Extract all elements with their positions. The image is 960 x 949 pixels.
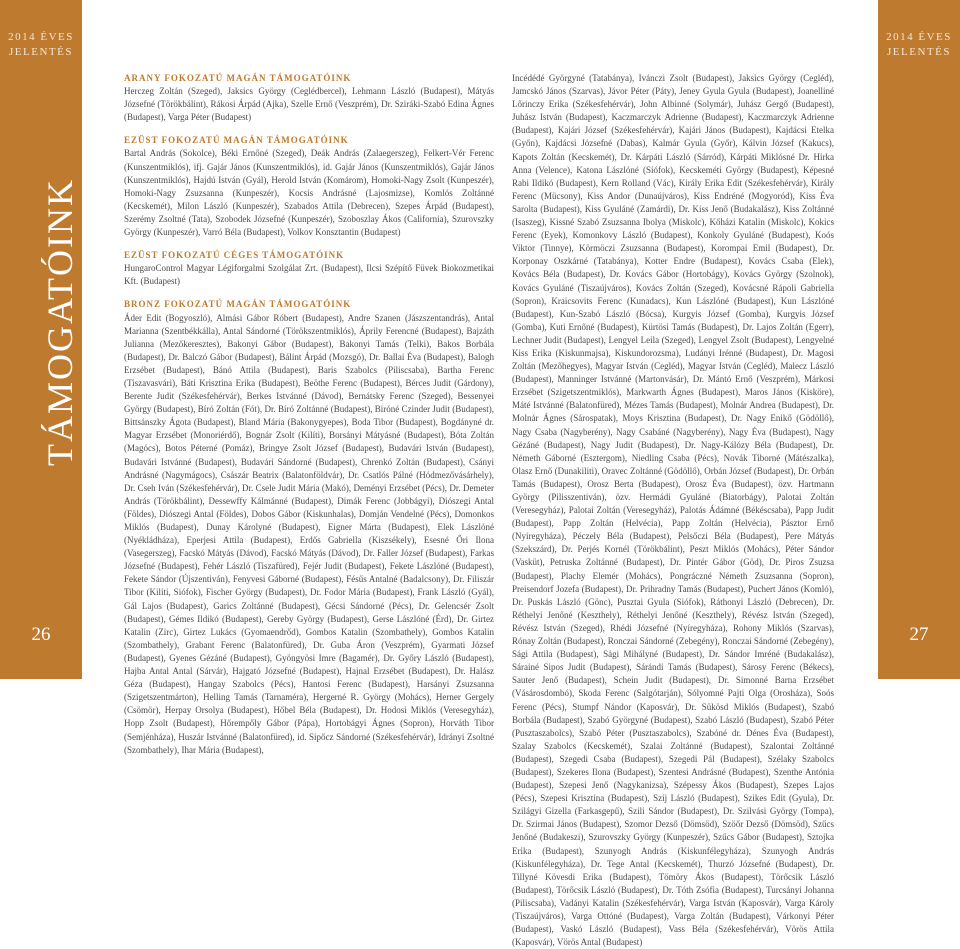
silver-private-supporters xyxy=(124,134,494,239)
section-title-vertical: TÁMOGATÓINK xyxy=(40,178,80,466)
left-side-band xyxy=(0,0,82,679)
report-year-line1: 2014 ÉVES xyxy=(8,31,74,43)
left-page-content xyxy=(124,72,494,767)
section-heading: EZÜST FOKOZATÚ CÉGES TÁMOGATÓINK xyxy=(124,250,345,261)
section-body: HungaroControl Magyar Légiforgalmi Szolgálat Zrt. (Budapest), Ilcsi Szépítő Füvek Biokozmetikai Kft. (Budapest) xyxy=(124,263,494,287)
report-year-label xyxy=(0,30,82,60)
report-year-label-right xyxy=(878,30,960,60)
section-heading: BRONZ FOKOZATÚ MAGÁN TÁMOGATÓINK xyxy=(124,299,352,310)
section-body: Herczeg Zoltán (Szeged), Jaksics György (Ceglédbercel), Lehmann László (Budapest), Mátyás Józsefné (Törökbálint), Rákosi Árpád (Ajka), Szelle Ernő (Veszprém), Dr. Sziráki-Szabó Edina Ágnes (Budapest), Varga Péter (Budapest) xyxy=(124,86,494,123)
section-body: Áder Edit (Bogyoszló), Almási Gábor Róbert (Budapest), Andre Szanen (Jászszentandrás), Antal Marianna (Szentbékkálla), Antal Sándorné (Törökszentmiklós), Áprily Ferencné (Budapest), Bajzáth Julianna (Mezőkeresztes), Bakonyi Gábor (Budapest), Bakonyi Tamás (Telki), Bakos Borbála (Budapest), Dr. Balczó Gábor (Budapest), Bálint Árpád (Mozsgó), Dr. Ballai Éva (Budapest), Balogh Erzsébet (Budapest), Bánó Attila (Budapest), Baris Szabolcs (Piliscsaba), Bartha Ferenc (Tiszavasvári), Báti Krisztina Erika (Budapest), Beöthe Ferenc (Budapest), Bérces Judit (Gárdony), Berente Judit (Székesfehérvár), Berkes Istvánné (Dávod), Bernátsky Ferenc (Szeged), Bessenyei György (Budapest), Bíró Zoltán (Fót), Dr. Bíró Zoltánné (Budapest), Biróné Czinder Judit (Budapest), Bittsánszky Ágota (Budapest), Bland Mária (Bakonygyepes), Boda Tibor (Budapest), Bogdányné dr. Magyar Erzsébet (Monoriérdő), Bognár Zsolt (Kilíti), Borsányi Mátyásné (Budapest), Bóta Zoltán (Magócs), Botos Péterné (Pomáz), Bringye Zsolt József (Budapest), Budavári István (Budapest), Budavári Istvánné (Budapest), Budavári Sándorné (Budapest), Chrenkó Zoltán (Budapest), Csányi Andrásné (Nagymágocs), Császár Beatrix (Balatonföldvár), Dr. Csatlós Pálné (Hódmezővásárhely), Dr. Cseh Iván (Székesfehérvár), Dr. Csele Judit Mária (Makó), Deményi Erzsébet (Pécs), Dr. Demeter András (Törökbálint), Dessewffy Kálmánné (Budapest), Dimák Ferenc (Jobbágyi), Diószegi Antal (Földes), Diószegi Antal (Földes), Dobos Gábor (Kiskunhalas), Domján Vendelné (Pécs), Domonkos Miklós (Budapest), Dunay Károlyné (Budapest), Eigner Márta (Budapest), Elek Lászlóné (Nyékládháza), Eperjesi Attila (Budapest), Erdős Gabriella (Kiszsékely), Esesné Őri Ilona (Vasegerszeg), Facskó Mátyás (Dávod), Facskó Mátyás (Dávod), Dr. Faller József (Budapest), Farkas Józsefné (Budapest), Fehér László (Tiszafüred), Fejér Judit (Budapest), Fekete Lászlóné (Budapest), Fekete Sándor (Újszentiván), Fenyvesi Gáborné (Budapest), Fésűs Antalné (Badalcsony), Dr. Filiszár Tibor (Kilíti, Siófok), Fischer György (Budapest), Dr. Fodor Mária (Budapest), Frank László (Gyál), Gál Lajos (Budapest), Garics Zoltánné (Budapest), Gécsi Sándorné (Pécs), Dr. Gelencsér Zsolt (Budapest), Gémes Ildikó (Budapest), Gereby György (Budapest), Gerse Lászlóné (Érd), Dr. Girtez Katalin (Zirc), Girtez Lukács (Gyomaendrőd), Gombos Katalin (Szombathely), Gombos Katalin (Szombathely), Grabant Ferenc (Balatonfüred), Dr. Guba Áron (Veszprém), Gyarmati József (Budapest), Gyenes Gézáné (Budapest), Gyöngyösi Imre (Bagamér), Dr. Győry László (Budapest), Hajba Antal Antal (Sárvár), Hajgató Józsefné (Budapest), Hajnal Erzsébet (Budapest), Dr. Halász Géza (Budapest), Hangay Szabolcs (Pécs), Hantosi Ferenc (Budapest), Harsányi Zsuzsanna (Szigetszentmárton), Helling Tamás (Tarnaméra), Hergerné R. György (Mohács), Herner Gergely (Csömör), Herpay Orsolya (Budapest), Hőbel Béla (Budapest), Dr. Hodosi Miklós (Veresegyház), Hopp Zsolt (Budapest), Hőrempőly Gábor (Pápa), Hortobágyi Ágnes (Sopron), Horváth Tibor (Semjénháza), Huszár Istvánné (Balatonfüred), id. Sipőcz Sándorné (Székesfehérvár), Idrányi Zsoltné (Szombathely), Ihar Mária (Budapest), xyxy=(124,312,494,755)
right-page-content xyxy=(512,72,834,949)
section-heading: ARANY FOKOZATÚ MAGÁN TÁMOGATÓINK xyxy=(124,73,352,83)
page-number-right: 27 xyxy=(909,624,929,645)
section-body: Bartal András (Sokolce), Béki Ernőné (Szeged), Deák András (Zalaegerszeg), Felkert-Vér Ferenc (Kunszentmiklós), ifj. Gajár János (Kunszentmiklós), id. Gajár János (Kunszentmiklós), Gajár János (Kunszentmiklós), Hajdú István (Gyál), Herold István (Komárom), Homoki-Nagy Zsolt (Kunpeszér), Homoki-Nagy Zsuzsanna (Kunpeszér), Kocsis Andrásné (Lajosmizse), Komlós Zoltánné (Kecskemét), Milon László (Kunpeszér), Szabados Attila (Debrecen), Szepes Árpád (Budapest), Szerémy Zsoltné (Tata), Szobodek Józsefné (Kunpeszér), Szoboszlay Ákos (California), Szurovszky György (Kunpeszér), Varró Béla (Budapest), Volkov Konsztantin (Budapest) xyxy=(124,148,494,238)
report-year-line2: JELENTÉS xyxy=(9,46,73,58)
silver-corporate-supporters xyxy=(124,249,494,288)
report-year-line2-right: JELENTÉS xyxy=(887,46,951,58)
right-side-band xyxy=(878,0,960,679)
section-heading: EZÜST FOKOZATÚ MAGÁN TÁMOGATÓINK xyxy=(124,135,349,146)
report-year-line1-right: 2014 ÉVES xyxy=(886,31,952,43)
gold-private-supporters xyxy=(124,72,494,124)
supporters-continued-list: Incédédé Györgyné (Tatabánya), Ivánczi Zsolt (Budapest), Jaksics György (Cegléd), Jamcskó János (Szarvas), Jávor Péter (Páty), Jeney Gyula Gyula (Budapest), Joanelliné Lőrinczy Erika (Székesfehérvár), John Albinné (Solymár), Juhász Gergő (Budapest), Juhász István (Budapest), Kaczmarczyk Adrienne (Budapest), Kaczmarczyk Adrienne (Budapest), Kajári József (Székesfehérvár), Kajári János (Budapest), Kajdácsi Etelka (Győn), Kajdácsi Józsefné (Dabas), Kalmár Gyula (Győr), Kálvin József (Kakucs), Kapots Zoltán (Kecskemét), Dr. Kárpáti László (Sárród), Kárpáti Miklósné Dr. Hirka Anna (Velence), Katona Lászlóné (Siófok), Kecskeméti György (Budapest), Képesné Rabi Ildikó (Budapest), Kern Rolland (Vác), Király Erika Edit (Székesfehérvár), Király Ferenc (Mücsony), Kiss Andor (Dunaújváros), Kiss Endréné (Mogyoród), Kiss Éva Sarolta (Budapest), Kiss Gyuláné (Zamárdi), Dr. Kiss Jenő (Budakalász), Kiss Zoltánné (Isaszeg), Kissné Szabó Zsuzsanna Ibolya (Miskolc), Kőházi Katalin (Miskolc), Kokics Ferenc (Eyek), Komonkovy László (Budapest), Konkoly Gyuláné (Budapest), Koós Viktor (Tinnye), Körmöczi Zsuzsanna (Budapest), Korompai Emil (Budapest), Dr. Korponay Oszkárné (Tatabánya), Kotter Endre (Budapest), Kovács Csaba (Elek), Kovács Béla (Budapest), Dr. Kovács Gábor (Hortobágy), Kovács György (Szolnok), Kovács Gyuláné (Tiszaújváros), Kovács Zoltán (Szeged), Kovácsné Rápoli Gabriella (Sopron), Kraicsovits Ferenc (Kunadacs), Kun Lászlóné (Budapest), Kun Lászlóné (Budapest), Kun-Szabó László (Bócsa), Kurgyis József (Gomba), Kurgyis József (Gomba), Kuti Ernőné (Budapest), Kürtösi Tamás (Budapest), Dr. Lajos Zoltán (Egerr), Lechner Judit (Budapest), Lengyel Leila (Szeged), Lengyel Zsolt (Budapest), Lengyelné Kiss Erika (Kiskunmajsa), Kiskundorozsma), Ludányi Irénné (Budapest), Dr. Magosi Zoltán (Mezőhegyes), Magyar István (Cegléd), Magyar István (Cegléd), Malecz László (Budapest), Manninger Istvánné (Martonvásár), Dr. Mántó Ernő (Veszprém), Márkosi Erzsébet (Szigetszentmiklós), Markwarth Ágnes (Budapest), Maros János (Kisköre), Máté Istvánné (Balatonfüred), Mézes Tamás (Budapest), Molnár Andrea (Budapest), Dr. Molnár Ágnes (Sárospatak), Moys Krisztina (Budapest), Dr. Nagy Enikő (Gödöllő), Nagy Csaba (Nagyberény), Nagy Csabáné (Nagyberény), Nagy Éva (Budapest), Nagy Gézáné (Budapest), Nagy Judit (Budapest), Dr. Nagy-Kálózy Béla (Budapest), Dr. Németh Gáborné (Esztergom), Niedling Csaba (Pécs), Novák Tiborné (Mátészalka), Olasz Ernő (Dunakiliti), Oravec Zoltánné (Gödöllő), Orbán József (Budapest), Dr. Orbán Tamás (Budapest), Orosz Berta (Budapest), Orosz Éva (Budapest), özv. Hartmann György (Pilisszentiván), özv. Hermádi Gyuláné (Biatorbágy), Palotai Zoltán (Veresegyház), Palotai Zoltán (Veresegyház), Palotás Ádámné (Békéscsaba), Papp Judit (Budapest), Papp Zoltán (Helvécia), Papp Zoltán (Helvécia), Pásztor Ernő (Nyíregyháza), Péczely Béla (Budapest), Pelsőczi Béla (Budapest), Pere Mátyás (Szekszárd), Dr. Perjés Kornél (Törökbálint), Peszt Miklós (Mohács), Péter Sándor (Vasküt), Petruska Zoltánné (Budapest), Dr. Pintér Gábor (Göd), Dr. Piros Zsuzsa (Budapest), Plachy Elemér (Mohács), Pongráczné Németh Zsuzsanna (Sopron), Preisendorf Jozefa (Budapest), Dr. Prihradny Tamás (Budapest), Puchert János (Komló), Dr. Puskás László (Gönc), Pusztai Gyula (Siófok), Ráthonyi László (Debrecen), Dr. Réthelyi Jenőné (Keszthely), Réthelyi Jenőné (Keszthely), Révész István (Szeged), Révész István (Szeged), Rhédi Józsefné (Nyíregyháza), Rohony Miklós (Szarvas), Rónay Zoltán (Budapest), Ronczai Sándorné (Zebegény), Ronczai Sándorné (Zebegény), Sági Attila (Budapest), Sági Mihályné (Budapest), Dr. Sándor Imréné (Budakalász), Sárainé Sipos Judit (Budapest), Sárándi Tamás (Budapest), Sárosy Ferenc (Békecs), Sauter Jenő (Budapest), Schein Judit (Budapest), Dr. Simonné Barna Erzsébet (Vásárosdombó), Skoda Ferenc (Salgótarján), Sólyomné Pajti Olga (Orosháza), Soós Ferenc (Pécs), Stumpf Nándor (Kaposvár), Dr. Sükösd Miklós (Budapest), Szabó Borbála (Budapest), Szabó Györgyné (Budapest), Szabó László (Budapest), Szabó Péter (Pusztaszabolcs), Szabó Péter (Pusztaszabolcs), Szabóné dr. Dénes Éva (Budapest), Szalay Szabolcs (Kecskemét), Szalai Zoltánné (Budapest), Szalontai Zoltánné (Budapest), Szegedi Csaba (Budapest), Szegedi Pál (Budapest), Szélaky Szabolcs (Budapest), Szekeres Ilona (Budapest), Szentesi Andrásné (Budapest), Szenthe Antónia (Budapest), Szepesi Jenő (Nagykanizsa), Szépessy Ákos (Budapest), Szepes Lajos (Pécs), Szepesi Krisztina (Budapest), Szíj László (Budapest), Szikes Edit (Gyula), Dr. Szilágyi Gizella (Farkasgepű), Szili Sándor (Budapest), Dr. Szilvási György (Tompa), Dr. Szirmai János (Budapest), Szomor Dezső (Dömsöd), Szöőr Dezső (Dömsöd), Szűcs Jenőné (Budakeszi), Szurovszky György (Kunpeszér), Szűcs Gábor (Budapest), Sztojka Erika (Budapest), Szunyogh András (Kiskunfélegyháza), Szunyogh András (Kiskunfélegyháza), Dr. Tege Antal (Kecskemét), Thurzó Józsefné (Budapest), Dr. Tillyné Kövesdi Erika (Budapest), Tömöry Ákos (Budapest), Törőcsik László (Budapest), Törőcsik László (Budapest), Dr. Tóth Zsófia (Budapest), Turcsányi Johanna (Piliscsaba), Vadányi Katalin (Székesfehérvár), Varga István (Kaposvár), Varga Károly (Tiszaújváros), Varga Ottóné (Budapest), Varga Zoltán (Budapest), Várkonyi Péter (Budapest), Vaskó László (Budapest), Vass Béla (Székesfehérvár), Vörös Attila (Kaposvár), Vörös Antal (Budapest) xyxy=(512,73,834,948)
bronze-private-supporters xyxy=(124,298,494,756)
page-number-left: 26 xyxy=(31,624,51,645)
